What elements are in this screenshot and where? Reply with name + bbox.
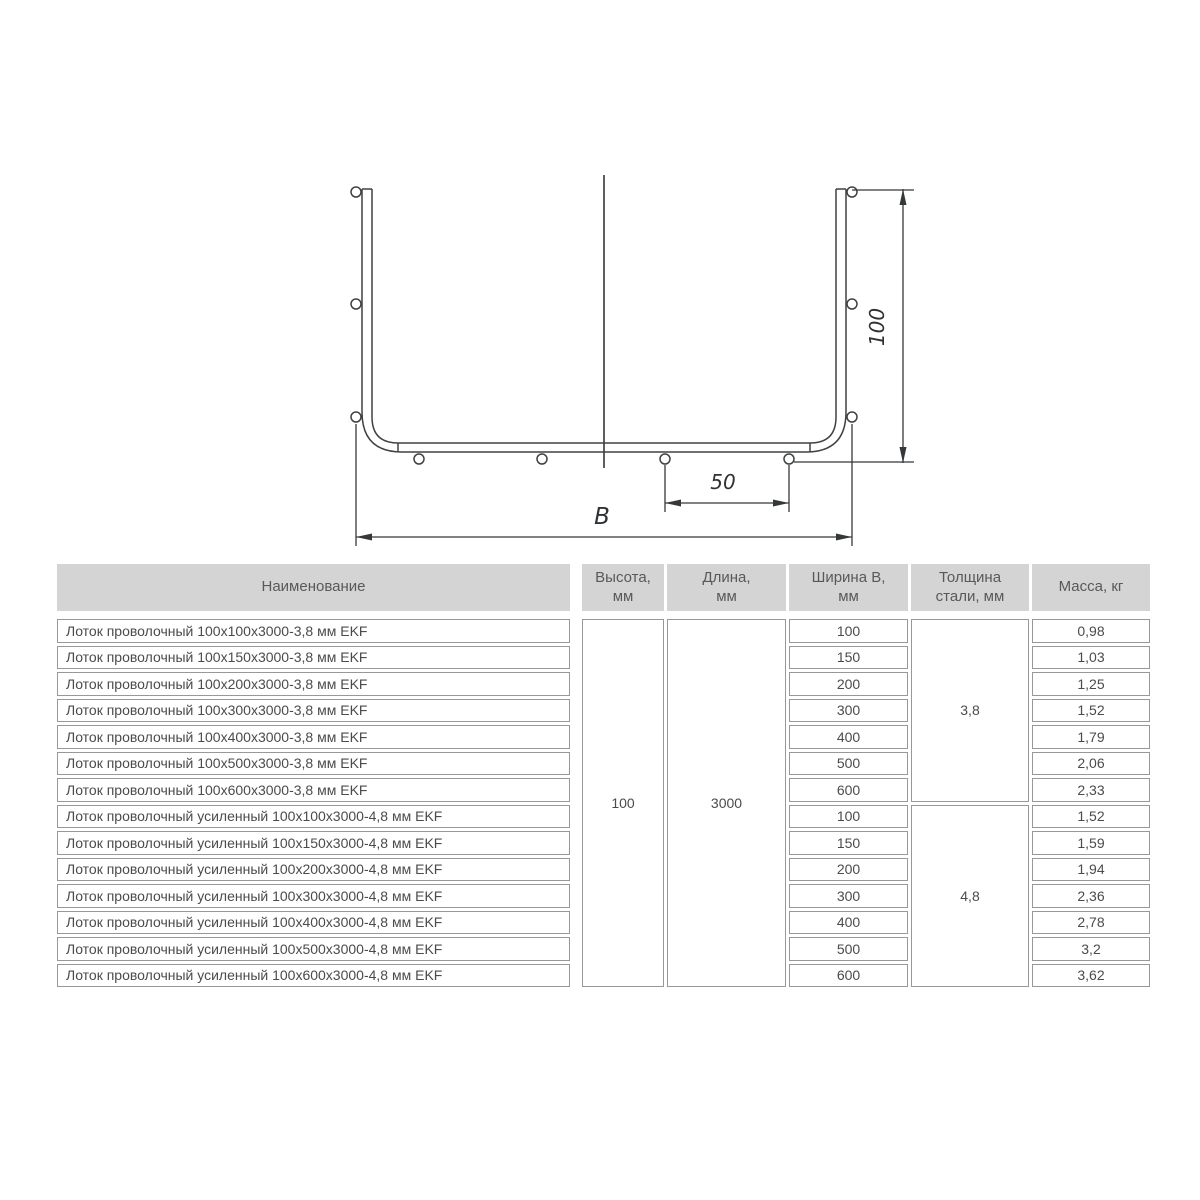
mass-cell: 3,2 [1032, 937, 1150, 961]
product-name-cell: Лоток проволочный 100х150х3000-3,8 мм EKF [57, 646, 570, 670]
product-name-cell: Лоток проволочный 100х400х3000-3,8 мм EKF [57, 725, 570, 749]
spec-table-header [57, 564, 1150, 611]
width-cell: 100 [789, 805, 908, 829]
width-cell: 150 [789, 831, 908, 855]
width-cell: 150 [789, 646, 908, 670]
header-thickness: Толщина стали, мм [911, 564, 1029, 611]
product-name-cell: Лоток проволочный усиленный 100х150х3000-4,8 мм EKF [57, 831, 570, 855]
header-width: Ширина В, мм [789, 564, 908, 611]
spec-table-body [57, 619, 1150, 987]
width-cell: 400 [789, 725, 908, 749]
product-name-cell: Лоток проволочный усиленный 100х300х3000-4,8 мм EKF [57, 884, 570, 908]
mass-cell: 2,36 [1032, 884, 1150, 908]
mass-cell: 0,98 [1032, 619, 1150, 643]
width-cell: 200 [789, 858, 908, 882]
width-cell: 100 [789, 619, 908, 643]
header-mass: Масса, кг [1032, 564, 1150, 611]
header-name: Наименование [57, 564, 570, 611]
mass-cell: 1,79 [1032, 725, 1150, 749]
width-cell: 600 [789, 964, 908, 988]
product-name-cell: Лоток проволочный усиленный 100х100х3000-4,8 мм EKF [57, 805, 570, 829]
mass-cell: 2,06 [1032, 752, 1150, 776]
thickness-cell-3-8: 3,8 [911, 619, 1029, 802]
product-name-cell: Лоток проволочный 100х500х3000-3,8 мм EKF [57, 752, 570, 776]
width-cell: 600 [789, 778, 908, 802]
dimension-spacing [665, 465, 789, 512]
product-name-cell: Лоток проволочный 100х300х3000-3,8 мм EKF [57, 699, 570, 723]
product-name-cell: Лоток проволочный усиленный 100х500х3000-4,8 мм EKF [57, 937, 570, 961]
mass-cell: 1,03 [1032, 646, 1150, 670]
mass-cell: 2,33 [1032, 778, 1150, 802]
mass-cell: 1,52 [1032, 805, 1150, 829]
mass-cell: 1,94 [1032, 858, 1150, 882]
thickness-cell-4-8: 4,8 [911, 805, 1029, 988]
header-height: Высота, мм [582, 564, 664, 611]
mass-cell: 3,62 [1032, 964, 1150, 988]
width-cell: 200 [789, 672, 908, 696]
dim-width-label: B [594, 504, 610, 530]
product-name-cell: Лоток проволочный 100х200х3000-3,8 мм EKF [57, 672, 570, 696]
mass-cell: 1,52 [1032, 699, 1150, 723]
width-cell: 300 [789, 884, 908, 908]
height-cell: 100 [582, 619, 664, 987]
mass-cell: 1,59 [1032, 831, 1150, 855]
width-cell: 500 [789, 752, 908, 776]
length-cell: 3000 [667, 619, 786, 987]
product-name-cell: Лоток проволочный 100х100х3000-3,8 мм EKF [57, 619, 570, 643]
mass-cell: 2,78 [1032, 911, 1150, 935]
header-length: Длина, мм [667, 564, 786, 611]
mass-cell: 1,25 [1032, 672, 1150, 696]
product-name-cell: Лоток проволочный усиленный 100х200х3000-4,8 мм EKF [57, 858, 570, 882]
width-cell: 400 [789, 911, 908, 935]
product-name-cell: Лоток проволочный 100х600х3000-3,8 мм EKF [57, 778, 570, 802]
width-cell: 500 [789, 937, 908, 961]
product-name-cell: Лоток проволочный усиленный 100х400х3000-4,8 мм EKF [57, 911, 570, 935]
product-name-cell: Лоток проволочный усиленный 100х600х3000-4,8 мм EKF [57, 964, 570, 988]
width-cell: 300 [789, 699, 908, 723]
tray-cross-section-diagram [0, 0, 1200, 560]
spec-table [57, 564, 1150, 987]
dim-height-label: 100 [865, 307, 889, 347]
dim-spacing-label: 50 [710, 470, 736, 494]
